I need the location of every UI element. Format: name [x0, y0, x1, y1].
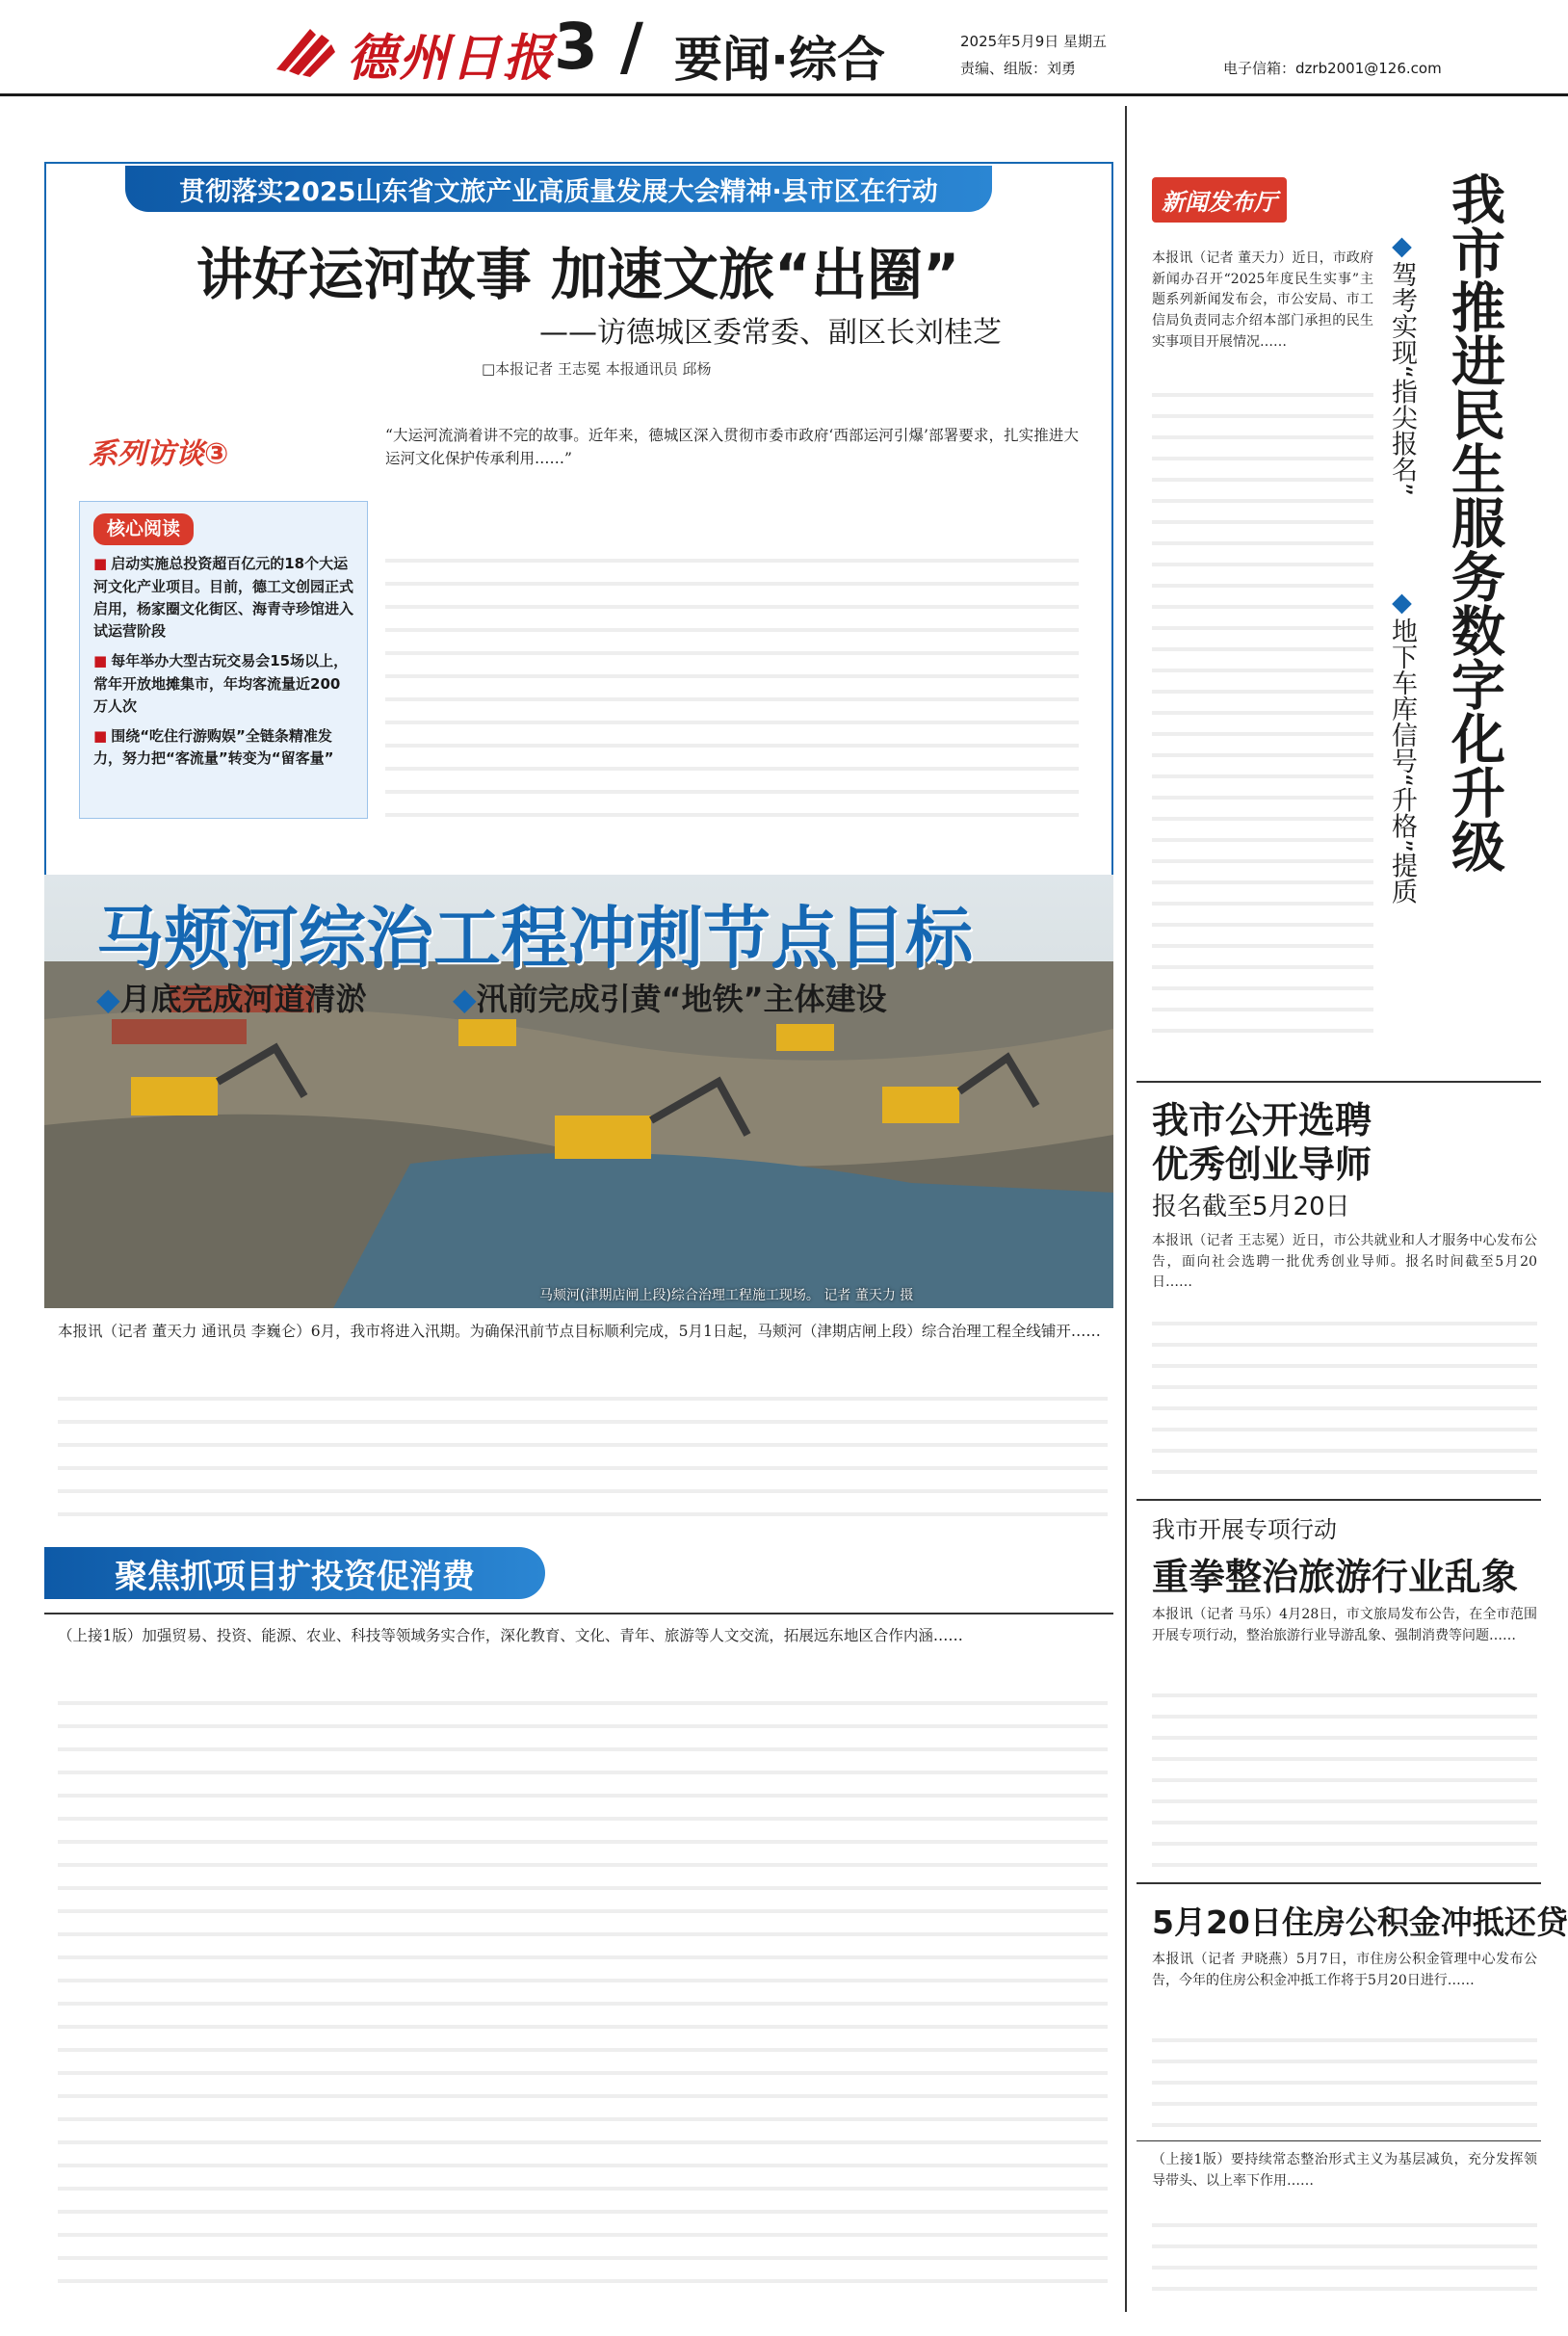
feature-text-placeholder	[385, 539, 1079, 828]
photo-caption: 马颊河(津期店闸上段)综合治理工程施工现场。 记者 董天力 摄	[539, 1288, 914, 1303]
divider	[44, 1613, 1113, 1614]
series-tag: 系列访谈③	[89, 437, 229, 471]
divider	[1137, 2140, 1541, 2141]
tourism-excerpt: 本报讯（记者 马乐）4月28日，市文旅局发布公告，在全市范围开展专项行动，整治旅游行业导游乱象、强制消费等问题……	[1152, 1607, 1537, 1643]
closing-excerpt: （上接1版）要持续常态整治形式主义为基层减负，充分发挥领导带头、以上率下作用……	[1152, 2152, 1537, 2189]
feature-subtitle: ——访德城区委常委、副区长刘桂芝	[539, 316, 1002, 350]
fund-excerpt: 本报讯（记者 尹晓燕）5月7日，市住房公积金管理中心发布公告，今年的住房公积金冲抵工作将于5月20日进行……	[1152, 1952, 1537, 1988]
digital-excerpt: 本报讯（记者 董天力）近日，市政府新闻办召开“2025年度民生实事”主题系列新闻发布会，市公安局、市工信局负责同志介绍本部门承担的民生实事项目开展情况……	[1152, 250, 1373, 350]
divider	[1137, 1882, 1541, 1884]
editors: 责编、组版：刘勇	[960, 60, 1077, 77]
key-point: ■ 围绕“吃住行游购娱”全链条精准发力，努力把“客流量”转变为“留客量”	[93, 725, 353, 771]
tourism-title: 重拳整治旅游行业乱象	[1152, 1556, 1519, 1598]
mentor-subtitle: 报名截至5月20日	[1152, 1193, 1350, 1221]
project-title: 马颊河综治工程冲刺节点目标	[96, 899, 973, 978]
fund-title: 5月20日住房公积金冲抵还贷	[1152, 1903, 1568, 1941]
closing-text-placeholder	[1152, 2206, 1537, 2302]
project-text-placeholder	[58, 1378, 1108, 1532]
news-release-tag: 新闻发布厅	[1152, 177, 1287, 223]
page-number: 3 /	[554, 10, 644, 84]
feature-title: 讲好运河故事 加速文旅“出圈”	[196, 242, 960, 307]
focus-banner: 聚焦抓项目扩投资促消费	[44, 1547, 545, 1599]
feature-banner: 贯彻落实2025山东省文旅产业高质量发展大会精神·县市区在行动	[125, 166, 992, 212]
digital-subtitle-1: ◆ 驾考实现“指尖报名”	[1383, 231, 1421, 578]
key-point: ■ 启动实施总投资超百亿元的18个大运河文化产业项目。目前，德工文创园正式启用，杨家圈文化街区、海青寺珍馆进入试运营阶段	[93, 553, 353, 643]
masthead	[0, 0, 1568, 96]
column-divider	[1125, 106, 1127, 2312]
digital-title: 我市推进民生服务数字化升级	[1443, 171, 1505, 873]
continued-excerpt: （上接1版）加强贸易、投资、能源、农业、科技等领域务实合作，深化教育、文化、青年、旅游等人文交流，拓展远东地区合作内涵……	[58, 1627, 963, 1644]
key-reading-title: 核心阅读	[93, 513, 194, 545]
mentor-text-placeholder	[1152, 1304, 1537, 1478]
key-point: ■ 每年举办大型古玩交易会15场以上，常年开放地摊集市，年均客流量近200万人次	[93, 650, 353, 718]
feature-excerpt: “大运河流淌着讲不完的故事。近年来，德城区深入贯彻市委市政府‘西部运河引爆’部署要求，扎实推进大运河文化保护传承利用……”	[385, 427, 1079, 468]
project-excerpt: 本报讯（记者 董天力 通讯员 李巍仑）6月，我市将进入汛期。为确保汛前节点目标顺利完成，5月1日起，马颊河（津期店闸上段）综合治理工程全线铺开……	[58, 1323, 1101, 1340]
section-name: 要闻·综合	[674, 32, 885, 88]
divider	[1137, 1081, 1541, 1083]
mentor-excerpt: 本报讯（记者 王志冕）近日，市公共就业和人才服务中心发布公告，面向社会选聘一批优秀创业导师。报名时间截至5月20日……	[1152, 1233, 1537, 1291]
tourism-kicker: 我市开展专项行动	[1152, 1516, 1337, 1543]
project-subtitle-2: ◆ 汛前完成引黄“地铁”主体建设	[453, 975, 887, 1019]
feature-byline: □本报记者 王志冕 本报通讯员 邱杨	[482, 360, 712, 378]
issue-date: 2025年5月9日 星期五	[960, 33, 1108, 50]
key-reading-box	[79, 501, 368, 819]
newspaper-logo-icon	[272, 21, 339, 79]
continued-text-placeholder	[58, 1682, 1108, 2298]
digital-subtitle-2: ◆ 地下车库信号“升格”提质	[1383, 588, 1421, 992]
divider	[1137, 1499, 1541, 1501]
digital-text-placeholder	[1152, 376, 1373, 1040]
editor-email: 电子信箱：dzrb2001@126.com	[1223, 60, 1442, 77]
tourism-text-placeholder	[1152, 1676, 1537, 1869]
mentor-title-2: 优秀创业导师	[1152, 1143, 1372, 1186]
mentor-title-1: 我市公开选聘	[1152, 1099, 1372, 1142]
fund-text-placeholder	[1152, 2021, 1537, 2127]
project-subtitle-1: ◆ 月底完成河道清淤	[96, 975, 367, 1019]
newspaper-title: 德州日报	[347, 29, 556, 88]
